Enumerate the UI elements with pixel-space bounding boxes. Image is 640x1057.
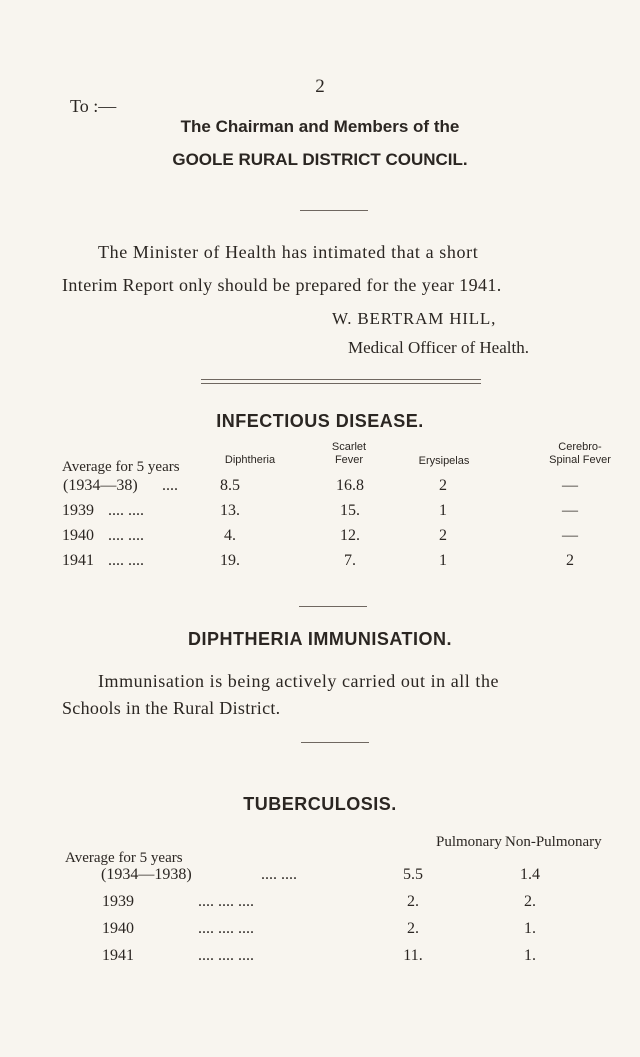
row-label: 1941 [62,552,94,569]
row-label: (1934—38) [63,477,138,494]
erysipelas-value: 1 [439,552,447,569]
to-label: To :— [70,96,117,116]
row-leader-dots: .... .... .... [198,893,254,910]
cerebro-spinal-value: — [562,502,578,519]
col-header-cerebro-spinal-fever [530,441,630,467]
addressee-line-1: The Chairman and Members of the [180,117,460,136]
divider [300,210,368,211]
page-number: 2 [315,76,325,97]
row-label: (1934—1938) [101,866,192,883]
row-leader-dots: .... .... [108,552,144,569]
immunisation-line-2: Schools in the Rural District. [62,698,281,718]
intro-line-2: Interim Report only should be prepared for the year 1941. [62,275,502,295]
intro-line-1: The Minister of Health has intimated that a short [98,242,479,262]
col-header-pulmonary: Pulmonary [436,834,502,850]
infectious-disease-title: INFECTIOUS DISEASE. [216,411,424,431]
erysipelas-value: 2 [439,527,447,544]
non-pulmonary-value: 1.4 [520,866,540,883]
divider [301,742,369,743]
row-label: 1941 [102,947,134,964]
cerebro-spinal-value: — [562,527,578,544]
pulmonary-value: 11. [403,947,423,964]
immunisation-title: DIPHTHERIA IMMUNISATION. [188,629,452,649]
non-pulmonary-value: 1. [524,947,536,964]
diphtheria-value: 13. [220,502,240,519]
diphtheria-value: 4. [224,527,236,544]
signature-title: Medical Officer of Health. [348,338,529,357]
cerebro-spinal-value: 2 [566,552,574,569]
scarlet-fever-value: 15. [340,502,360,519]
non-pulmonary-value: 2. [524,893,536,910]
row-leader-dots: .... .... .... [198,947,254,964]
row-leader-dots: .... .... [108,502,144,519]
col-header-scarlet-line-1: Scarlet [331,441,367,453]
row-label: 1939 [62,502,94,519]
scarlet-fever-value: 12. [340,527,360,544]
pulmonary-value: 2. [407,893,419,910]
col-header-diphtheria: Diphtheria [224,454,276,466]
immunisation-line-1: Immunisation is being actively carried out in all the [98,671,500,691]
row-leader-dots: .... .... [261,866,297,883]
pulmonary-value: 2. [407,920,419,937]
addressee-line-2: GOOLE RURAL DISTRICT COUNCIL. [172,150,468,169]
average-label: Average for 5 years [62,459,180,475]
erysipelas-value: 2 [439,477,447,494]
double-divider [201,379,481,384]
row-label: 1940 [62,527,94,544]
row-leader-dots: .... .... [108,527,144,544]
tuberculosis-title: TUBERCULOSIS. [243,794,397,814]
col-header-erysipelas: Erysipelas [418,455,470,467]
row-leader-dots: .... [162,477,178,494]
col-header-cerebro-line-2: Spinal Fever [549,454,611,466]
divider [299,606,367,607]
erysipelas-value: 1 [439,502,447,519]
row-label: 1939 [102,893,134,910]
diphtheria-value: 8.5 [220,477,240,494]
average-label: Average for 5 years [65,850,183,866]
row-leader-dots: .... .... .... [198,920,254,937]
col-header-cerebro-line-1: Cerebro- [558,441,602,453]
pulmonary-value: 5.5 [403,866,423,883]
scarlet-fever-value: 7. [344,552,356,569]
row-label: 1940 [102,920,134,937]
cerebro-spinal-value: — [562,477,578,494]
col-header-scarlet-line-2: Fever [334,454,364,466]
signature-name: W. BERTRAM HILL, [332,309,497,328]
col-header-scarlet-fever [314,441,384,467]
col-header-non-pulmonary: Non-Pulmonary [505,834,602,850]
non-pulmonary-value: 1. [524,920,536,937]
scarlet-fever-value: 16.8 [336,477,364,494]
diphtheria-value: 19. [220,552,240,569]
